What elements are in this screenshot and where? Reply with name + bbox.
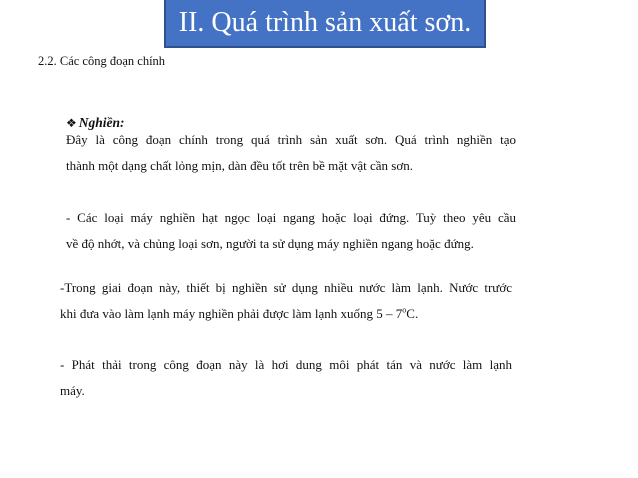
section-subtitle: 2.2. Các công đoạn chính xyxy=(38,54,166,68)
paragraph-4-line-2: máy. xyxy=(60,383,85,398)
diamond-bullet-icon: ❖ xyxy=(66,116,77,130)
paragraph-3-line-2 xyxy=(60,301,512,327)
degree-superscript: o xyxy=(402,305,407,315)
paragraph-2-line-2: về độ nhớt, và chủng loại sơn, người ta sử dụng máy nghiền ngang hoặc đứng. xyxy=(66,236,474,251)
slide-title: II. Quá trình sản xuất sơn. xyxy=(178,7,472,38)
paragraph-1 xyxy=(66,127,516,179)
paragraph-2 xyxy=(66,205,516,257)
paragraph-3 xyxy=(60,275,512,327)
slide-title-box xyxy=(164,0,486,48)
section-heading-label: Nghiền: xyxy=(78,115,125,130)
paragraph-3-line-2-text: khi đưa vào làm lạnh máy nghiền phải được làm lạnh xuống 5 – 7 xyxy=(60,306,403,321)
degree-unit: C. xyxy=(406,306,419,321)
paragraph-2-line-1: - Các loại máy nghiền hạt ngọc loại ngang hoặc loại đứng. Tuỳ theo yêu cầu xyxy=(66,210,516,225)
paragraph-4 xyxy=(60,352,512,404)
paragraph-1-line-1: Đây là công đoạn chính trong quá trình sản xuất sơn. Quá trình nghiền tạo xyxy=(66,132,516,147)
paragraph-4-line-1: - Phát thải trong công đoạn này là hơi dung môi phát tán và nước làm lạnh xyxy=(60,357,512,372)
paragraph-3-line-1: -Trong giai đoạn này, thiết bị nghiền sử dụng nhiều nước làm lạnh. Nước trước xyxy=(60,280,512,295)
paragraph-1-line-2: thành một dạng chất lỏng mịn, dàn đều tốt trên bề mặt vật cần sơn. xyxy=(66,158,413,173)
